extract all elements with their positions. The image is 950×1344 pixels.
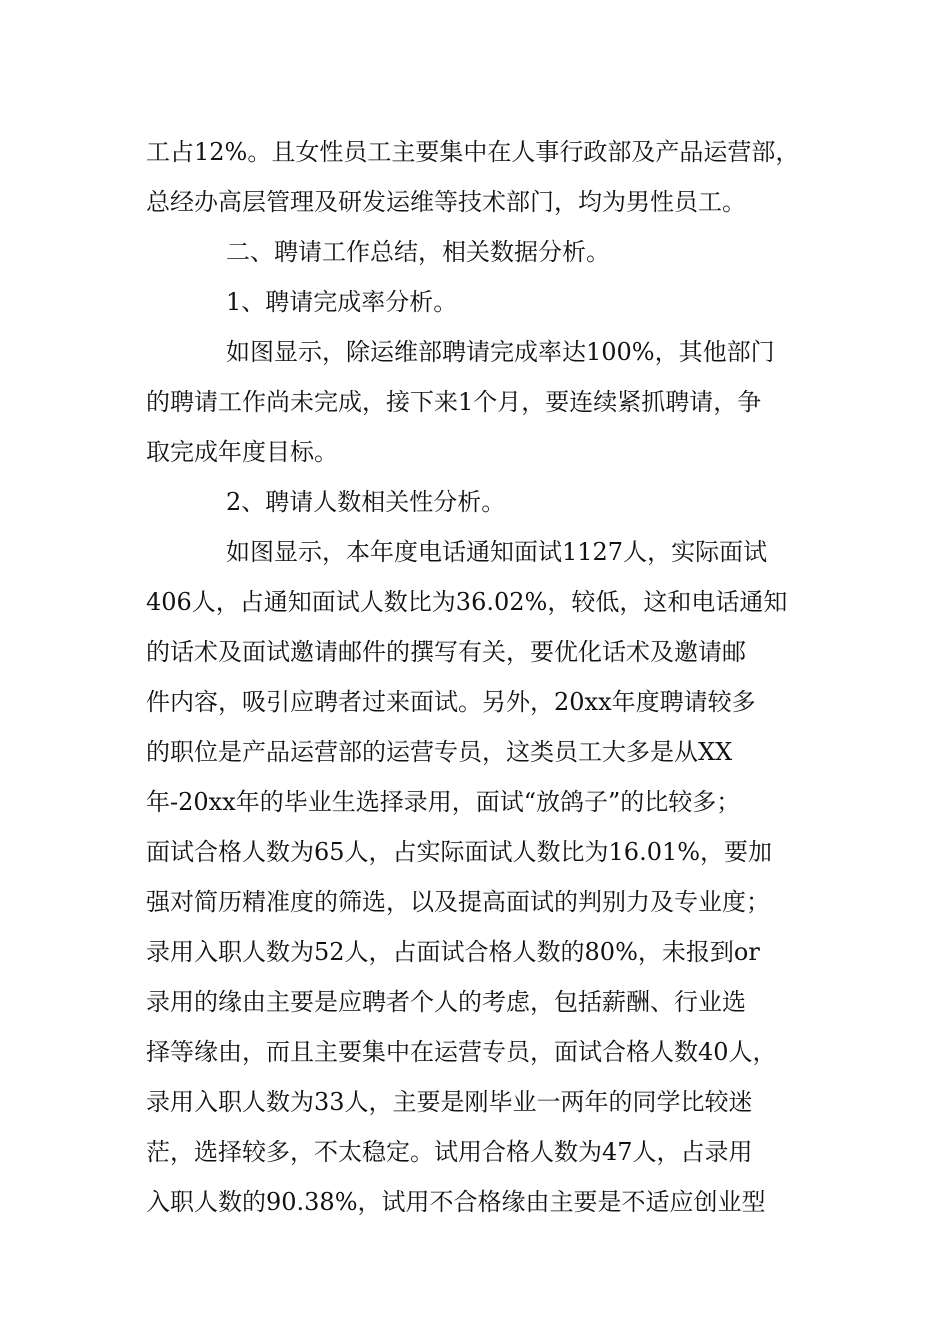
subsection-heading: 1、聘请完成率分析。 (226, 288, 458, 316)
text-line: 择等缘由，而且主要集中在运营专员，面试合格人数40人， (146, 1038, 777, 1066)
text-line: 年-20xx年的毕业生选择录用，面试“放鸽子”的比较多； (146, 788, 741, 816)
text-line: 录用入职人数为33人，主要是刚毕业一两年的同学比较迷 (146, 1088, 753, 1116)
text-line: 工占12%。且女性员工主要集中在人事行政部及产品运营部， (146, 138, 800, 166)
text-line: 406人，占通知面试人数比为36.02%，较低，这和电话通知 (146, 588, 788, 616)
paragraph-start: 如图显示，本年度电话通知面试1127人，实际面试 (226, 538, 768, 566)
text-line: 入职人数的90.38%，试用不合格缘由主要是不适应创业型 (146, 1188, 766, 1216)
text-line: 面试合格人数为65人，占实际面试人数比为16.01%，要加 (146, 838, 773, 866)
section-heading: 二、聘请工作总结，相关数据分析。 (226, 238, 610, 266)
text-line: 录用入职人数为52人，占面试合格人数的80%，未报到or (146, 938, 760, 966)
text-line: 的职位是产品运营部的运营专员，这类员工大多是从XX (146, 738, 733, 766)
text-line: 件内容，吸引应聘者过来面试。另外，20xx年度聘请较多 (146, 688, 756, 716)
text-line: 的话术及面试邀请邮件的撰写有关，要优化话术及邀请邮 (146, 638, 746, 666)
text-line: 的聘请工作尚未完成，接下来1个月，要连续紧抓聘请，争 (146, 388, 762, 416)
body-text (146, 127, 826, 1227)
text-line: 录用的缘由主要是应聘者个人的考虑，包括薪酬、行业选 (146, 988, 746, 1016)
text-line: 取完成年度目标。 (146, 438, 338, 466)
text-line: 总经办高层管理及研发运维等技术部门，均为男性员工。 (146, 188, 746, 216)
subsection-heading: 2、聘请人数相关性分析。 (226, 488, 506, 516)
paragraph-start: 如图显示，除运维部聘请完成率达100%，其他部门 (226, 338, 775, 366)
text-line: 强对简历精准度的筛选，以及提高面试的判别力及专业度； (146, 888, 770, 916)
text-line: 茫，选择较多，不太稳定。试用合格人数为47人，占录用 (146, 1138, 753, 1166)
